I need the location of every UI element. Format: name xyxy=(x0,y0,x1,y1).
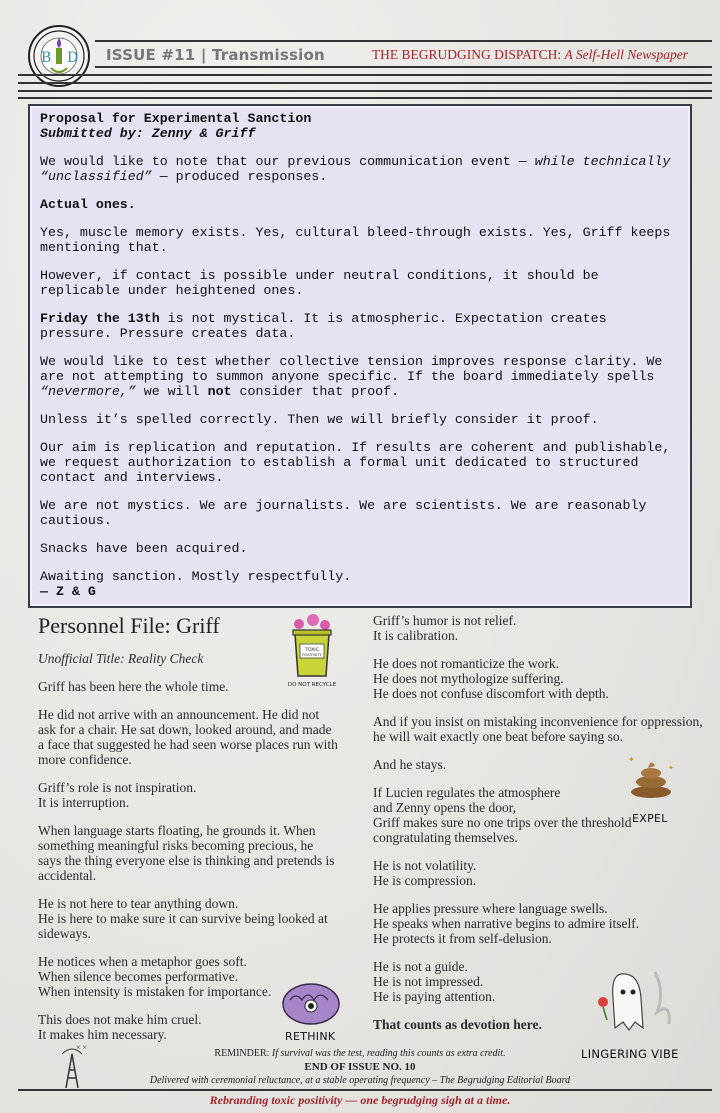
proposal-paragraph: We would like to note that our previous communication event — while technically “unclassified” — produced responses. xyxy=(40,154,671,184)
header-rule xyxy=(18,90,712,92)
header-rule xyxy=(18,82,712,84)
header-rule xyxy=(95,40,712,42)
brain-icon xyxy=(280,980,342,1028)
issue-label: ISSUE #11 | Transmission xyxy=(106,46,325,64)
proposal-paragraph: We would like to test whether collective tension improves response clarity. We are not attempting to summon anyone specific. If the board immediately spells “nevermore,” we will not consider that proof. xyxy=(40,354,663,399)
header-rule xyxy=(95,66,712,68)
rethink-label: RETHINK xyxy=(285,1030,336,1043)
right-paragraph: And he stays. xyxy=(373,757,447,772)
header-rule xyxy=(18,74,712,76)
left-paragraph: Griff has been here the whole time. xyxy=(38,679,229,694)
footer-reminder: REMINDER: If survival was the test, reading this counts as extra credit. xyxy=(214,1048,506,1059)
right-closing-line: That counts as devotion here. xyxy=(373,1017,542,1032)
proposal-paragraph: Friday the 13th is not mystical. It is atmospheric. Expectation creates pressure. Pressure creates data. xyxy=(40,311,607,341)
svg-text:✦: ✦ xyxy=(668,764,674,772)
proposal-paragraph: However, if contact is possible under neutral conditions, it should be replicable under heightened ones. xyxy=(40,268,599,298)
left-paragraph: This does not make him cruel. It makes him necessary. xyxy=(38,1012,202,1042)
footer-tagline: Rebranding toxic positivity — one begrudging sigh at a time. xyxy=(209,1093,511,1107)
footer-delivered: Delivered with ceremonial reluctance, at a stable operating frequency – The Begrudging Editorial Board xyxy=(149,1075,571,1086)
left-paragraph: When language starts floating, he grounds it. When something meaningful risks becoming precious, he says the thing everyone else is thinking and pretends is accidental. xyxy=(38,823,335,883)
footer-end: END OF ISSUE NO. 10 xyxy=(304,1061,416,1073)
footer-rule xyxy=(18,1089,712,1091)
right-paragraph: And if you insist on mistaking inconvenience for oppression, he will wait exactly one beat before saying so. xyxy=(373,714,703,744)
svg-text:B: B xyxy=(41,50,52,66)
proposal-paragraph: Actual ones. xyxy=(40,197,136,212)
svg-text:TOXIC: TOXIC xyxy=(305,648,319,653)
right-paragraph: Griff’s humor is not relief. It is calibration. xyxy=(373,613,517,643)
lingering-vibe-label: LINGERING VIBE xyxy=(581,1047,679,1061)
header-rule xyxy=(18,97,712,99)
svg-text:DO NOT RECYCLE: DO NOT RECYCLE xyxy=(287,682,337,688)
left-paragraph: Griff’s role is not inspiration. It is interruption. xyxy=(38,780,197,810)
masthead: THE BEGRUDGING DISPATCH: A Self-Hell Newspaper xyxy=(371,47,688,62)
proposal-title: Proposal for Experimental Sanction xyxy=(40,111,312,126)
right-paragraph: If Lucien regulates the atmosphere and Zenny opens the door, Griff makes sure no one trips over the threshold congratulating themselves. xyxy=(373,785,632,845)
right-paragraph: He does not romanticize the work. He does not mythologize suffering. He does not confuse discomfort with depth. xyxy=(373,656,609,701)
proposal-paragraph: Yes, muscle memory exists. Yes, cultural bleed-through exists. Yes, Griff keeps mentioning that. xyxy=(40,225,671,255)
svg-text:✦: ✦ xyxy=(628,755,635,764)
proposal-signature: — Z & G xyxy=(40,584,96,599)
proposal-paragraph: Snacks have been acquired. xyxy=(40,541,248,556)
left-paragraph: He did not arrive with an announcement. He did not ask for a chair. He sat down, looked around, and made a face that suggested he had seen worse places run with more confidence. xyxy=(38,707,338,767)
svg-text:POSITIVITY: POSITIVITY xyxy=(302,653,322,657)
proposal-paragraph: We are not mystics. We are journalists. We are scientists. We are reasonably cautious. xyxy=(40,498,647,528)
proposal-paragraph: Unless it’s spelled correctly. Then we will briefly consider it proof. xyxy=(40,412,599,427)
dispatch-logo-icon xyxy=(27,24,91,88)
right-paragraph: He applies pressure where language swells. He speaks when narrative begins to admire itself. He protects it from self-delusion. xyxy=(373,901,640,946)
proposal-paragraph: Our aim is replication and reputation. If results are coherent and publishable, we request authorization to establish a formal unit dedicated to structured contact and interviews. xyxy=(40,440,671,485)
right-paragraph: He is not volatility. He is compression. xyxy=(373,858,477,888)
poop-icon xyxy=(622,748,680,802)
svg-text:× ×: × × xyxy=(76,1043,88,1052)
proposal-paragraph: Awaiting sanction. Mostly respectfully. xyxy=(40,569,352,584)
left-paragraph: He notices when a metaphor goes soft. When silence becomes performative. When intensity is mistaken for importance. xyxy=(38,954,272,999)
right-paragraph: He is not a guide. He is not impressed. He is paying attention. xyxy=(373,959,496,1004)
svg-text:D: D xyxy=(67,50,79,66)
personnel-title: Personnel File: Griff xyxy=(38,613,220,638)
proposal-box xyxy=(28,104,692,608)
expel-label: EXPEL xyxy=(632,812,668,825)
left-paragraph: He is not here to tear anything down. He is here to make sure it can survive being looked at sideways. xyxy=(38,896,328,941)
personnel-subtitle: Unofficial Title: Reality Check xyxy=(38,651,204,666)
ghost-icon xyxy=(585,962,697,1042)
proposal-submitted: Submitted by: Zenny & Griff xyxy=(40,126,256,141)
toxic-positivity-bin-icon xyxy=(283,612,341,690)
